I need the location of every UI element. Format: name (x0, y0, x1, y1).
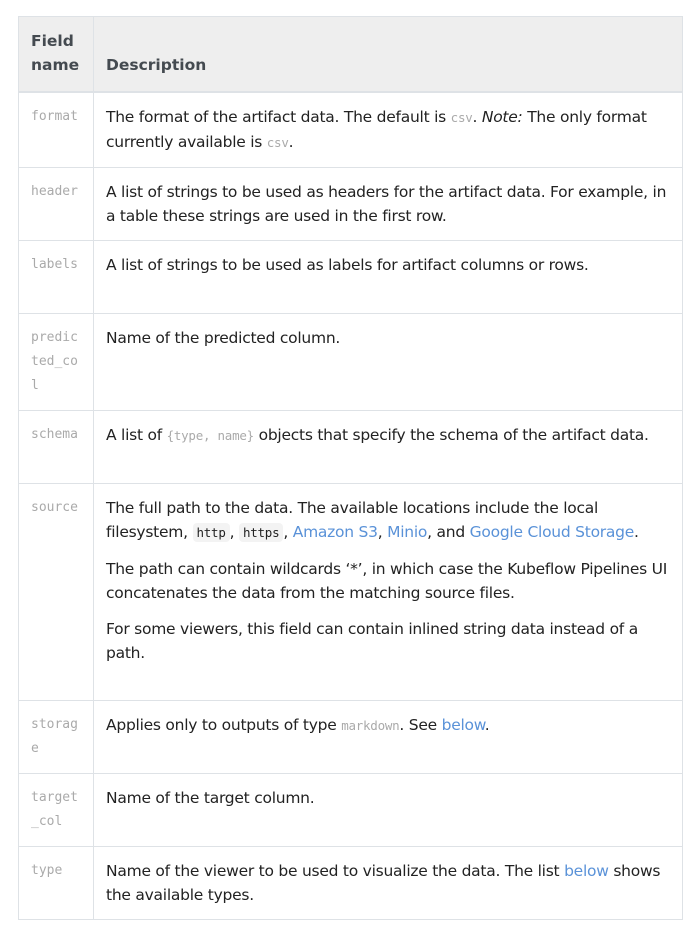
field-name: storage (19, 701, 94, 774)
inline-code: csv (266, 135, 289, 150)
field-description: A list of strings to be used as labels for artifact columns or rows. (94, 241, 683, 314)
field-name: labels (19, 241, 94, 314)
field-description (94, 484, 683, 701)
inline-code: csv (450, 110, 473, 125)
field-description: Name of the target column. (94, 774, 683, 847)
field-description: A list of {type, name} objects that specify the schema of the artifact data. (94, 411, 683, 484)
field-description: Name of the predicted column. (94, 314, 683, 411)
table-row-type (19, 847, 683, 920)
below-link[interactable]: below (441, 716, 485, 734)
field-name: schema (19, 411, 94, 484)
below-link[interactable]: below (564, 862, 609, 880)
field-description: Applies only to outputs of type markdown. See below. (94, 701, 683, 774)
table-row-target-col (19, 774, 683, 847)
field-name: target_col (19, 774, 94, 847)
inline-code: markdown (341, 718, 400, 733)
inline-code-http: http (193, 523, 230, 542)
table-row-predicted-col (19, 314, 683, 411)
field-description: Name of the viewer to be used to visualize the data. The list below shows the available types. (94, 847, 683, 920)
header-description: Description (94, 17, 683, 93)
amazon-s3-link[interactable]: Amazon S3 (292, 523, 378, 541)
source-paragraph-2: The path can contain wildcards ‘*’, in which case the Kubeflow Pipelines UI concatenates the data from the matching source files. (106, 560, 668, 602)
table-row-labels (19, 241, 683, 314)
table-row-source (19, 484, 683, 701)
header-field-name: Field name (19, 17, 94, 93)
field-name: header (19, 168, 94, 241)
field-description: The format of the artifact data. The default is csv. Note: The only format currently available is csv. (94, 92, 683, 168)
source-paragraph-1: The full path to the data. The available locations include the local filesystem, http , https , Amazon S3, Minio, and Google Cloud Storage. (106, 499, 639, 541)
table-header-row (19, 17, 683, 93)
table-row-schema (19, 411, 683, 484)
field-name: source (19, 484, 94, 701)
fields-table-container (18, 16, 682, 920)
note-emphasis: Note: (481, 108, 523, 126)
table-row-storage (19, 701, 683, 774)
minio-link[interactable]: Minio (387, 523, 428, 541)
source-paragraph-3: For some viewers, this field can contain inlined string data instead of a path. (106, 620, 638, 662)
inline-code-https: https (239, 523, 283, 542)
field-name: format (19, 92, 94, 168)
field-name: type (19, 847, 94, 920)
field-name: predicted_col (19, 314, 94, 411)
field-description: A list of strings to be used as headers for the artifact data. For example, in a table these strings are used in the first row. (94, 168, 683, 241)
google-cloud-storage-link[interactable]: Google Cloud Storage (469, 523, 635, 541)
fields-table (18, 16, 683, 920)
table-row-format (19, 92, 683, 168)
inline-code: {type, name} (166, 428, 254, 443)
table-row-header (19, 168, 683, 241)
